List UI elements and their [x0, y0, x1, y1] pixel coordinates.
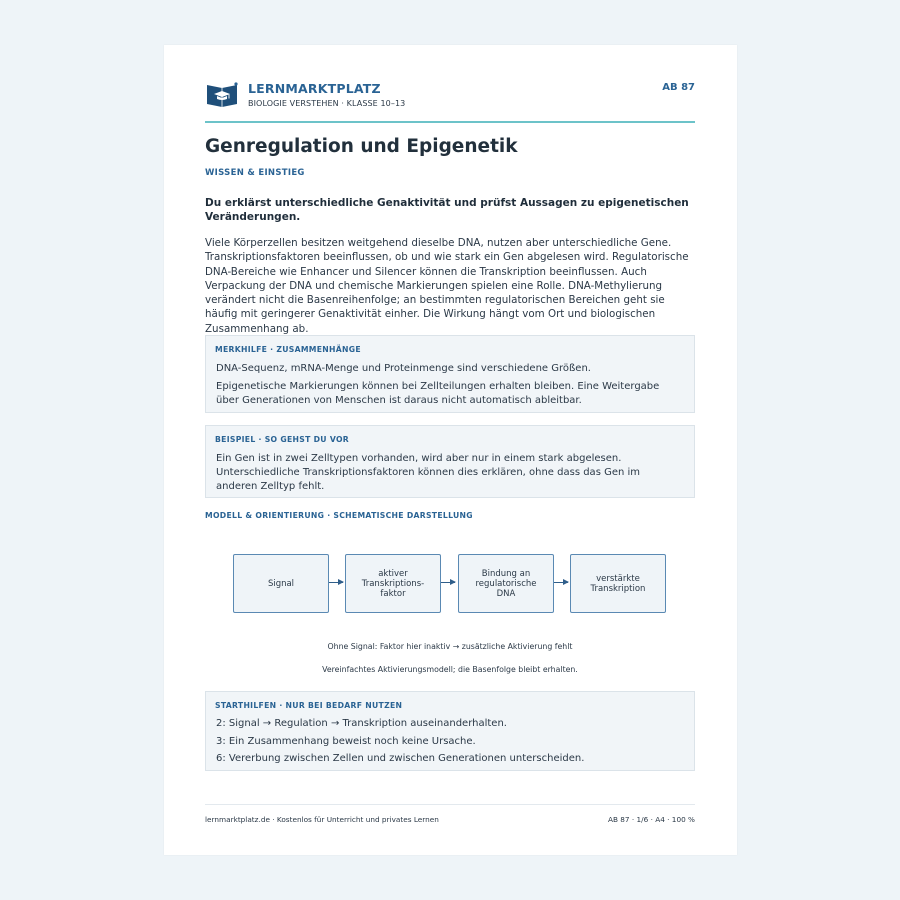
flow-arrow [554, 582, 568, 583]
intro-paragraph: Viele Körperzellen besitzen weitgehend dieselbe DNA, nutzen aber unterschiedliche Gene. Transkriptionsfaktoren beeinflussen, ob und wie stark ein Gen abgelesen wird. Regulatorische DNA-Bereiche wie Enhancer und Silencer können die Transkription beeinflussen. Auch Verpackung der DNA und chemische Markierungen spielen eine Rolle. DNA-Methylierung verändert nicht die Basenreihenfolge; an bestimmten regulatorischen Bereichen geht sie häufig mit geringerer Genaktivität einher. Die Wirkung hängt vom Ort und biologischen Zusammenhang ab. [205, 237, 689, 335]
flow-arrow [441, 582, 455, 583]
beispiel-box [205, 425, 695, 498]
model-note: Ohne Signal: Faktor hier inaktiv → zusätzliche Aktivierung fehlt [327, 642, 573, 651]
merkhilfe-item: Epigenetische Markierungen können bei Zellteilungen erhalten bleiben. Eine Weitergabe über Generationen von Menschen ist daraus nicht automatisch ableitbar. [216, 381, 660, 406]
page-title: Genregulation und Epigenetik [205, 136, 518, 157]
footer-divider [205, 804, 695, 805]
brand-subtitle: BIOLOGIE VERSTEHEN · KLASSE 10–13 [248, 99, 406, 108]
merkhilfe-item: DNA-Sequenz, mRNA-Menge und Proteinmenge sind verschiedene Größen. [216, 363, 591, 374]
sheet-code: AB 87 [662, 82, 695, 93]
merkhilfe-box [205, 335, 695, 413]
starthilfen-item: 3: Ein Zusammenhang beweist noch keine Ursache. [216, 736, 476, 747]
lead-text: Du erklärst unterschiedliche Genaktivität und prüfst Aussagen zu epigenetischen Veränderungen. [205, 197, 689, 223]
activation-flow-diagram [233, 554, 673, 614]
starthilfen-box [205, 691, 695, 771]
book-graduation-cap-icon [206, 81, 238, 107]
flow-step-signal: Signal [233, 554, 329, 613]
flow-step-transcription: verstärkte Transkription [570, 554, 666, 613]
flow-arrow [329, 582, 343, 583]
model-caption: Vereinfachtes Aktivierungsmodell; die Basenfolge bleibt erhalten. [322, 665, 578, 674]
section-kicker: WISSEN & EINSTIEG [205, 168, 305, 178]
header-divider [205, 121, 695, 123]
brand-name: LERNMARKTPLATZ [248, 81, 381, 96]
beispiel-title: BEISPIEL · SO GEHST DU VOR [215, 435, 349, 444]
footer-left: lernmarktplatz.de · Kostenlos für Unterricht und privates Lernen [205, 815, 439, 824]
flow-step-transcription-factor: aktiver Transkriptions- faktor [345, 554, 441, 613]
starthilfen-item: 6: Vererbung zwischen Zellen und zwischen Generationen unterscheiden. [216, 753, 585, 764]
starthilfen-title: STARTHILFEN · NUR BEI BEDARF NUTZEN [215, 701, 403, 710]
page-header [205, 80, 695, 122]
worksheet-page [164, 45, 737, 855]
starthilfen-item: 2: Signal → Regulation → Transkription auseinanderhalten. [216, 718, 507, 729]
footer-right: AB 87 · 1/6 · A4 · 100 % [607, 815, 695, 824]
merkhilfe-title: MERKHILFE · ZUSAMMENHÄNGE [215, 345, 361, 354]
model-label: MODELL & ORIENTIERUNG · SCHEMATISCHE DARSTELLUNG [205, 511, 473, 520]
beispiel-text: Ein Gen ist in zwei Zelltypen vorhanden, wird aber nur in einem stark abgelesen. Unterschiedliche Transkriptionsfaktoren können dies erklären, ohne dass das Gen im anderen Zelltyp fehlt. [216, 453, 641, 492]
flow-step-dna-binding: Bindung an regulatorische DNA [458, 554, 554, 613]
